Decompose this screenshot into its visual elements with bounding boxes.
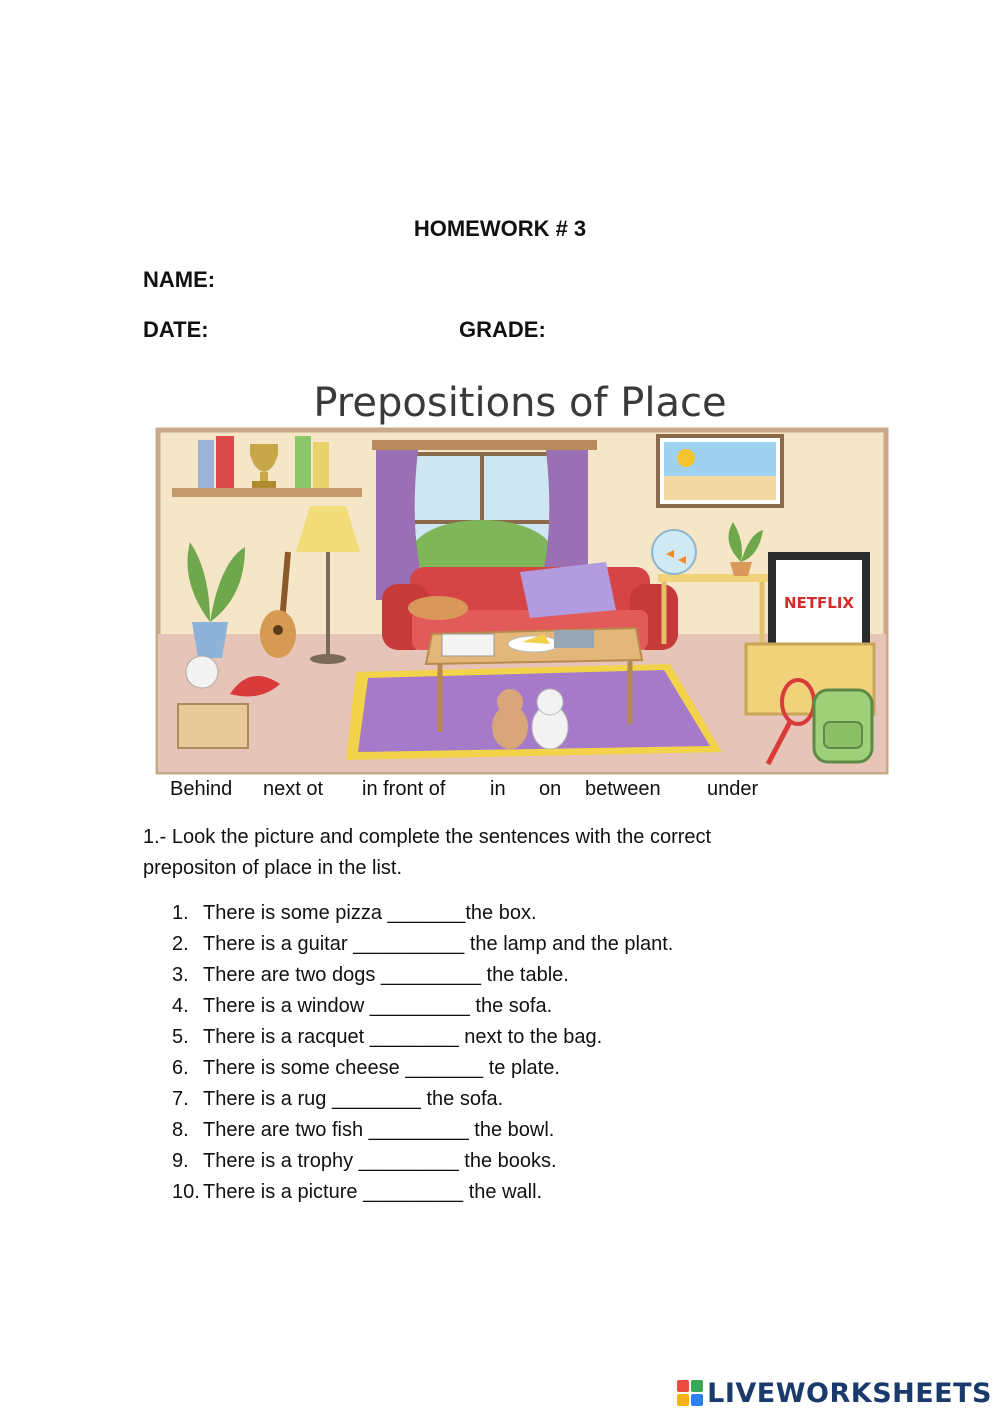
exercise-instructions: 1.- Look the picture and complete the sentences with the correct prepositon of place in the list.: [143, 826, 712, 879]
word-bank-item: in: [490, 778, 506, 800]
prepositions-illustration: [150, 372, 895, 777]
word-bank-item: under: [707, 778, 759, 800]
brand-name: LIVEWORKSHEETS: [707, 1377, 992, 1409]
sentence-number: 3.: [172, 964, 189, 986]
sentence-number: 1.: [172, 902, 189, 924]
word-bank-item: in front of: [362, 778, 446, 800]
word-bank-item: Behind: [170, 778, 233, 800]
sentence-text: There are two fish _________ the bowl.: [203, 1119, 555, 1141]
sentence-text: There is some cheese _______ te plate.: [203, 1057, 560, 1079]
cat-on-sofa: [408, 596, 468, 620]
wall-picture: [658, 436, 782, 506]
tv-brand-text: NETFLIX: [784, 594, 854, 612]
date-label: DATE:: [143, 317, 209, 342]
sentence-number: 4.: [172, 995, 189, 1017]
page-title: HOMEWORK # 3: [413, 216, 587, 241]
sentence-number: 8.: [172, 1119, 189, 1141]
sentence-text: There is a picture _________ the wall.: [203, 1181, 543, 1203]
sentence-text: There is some pizza _______the box.: [203, 902, 537, 924]
grade-label: GRADE:: [459, 317, 546, 342]
sentence-number: 10.: [172, 1181, 200, 1203]
word-bank-item: between: [585, 778, 661, 800]
sentence-number: 2.: [172, 933, 189, 955]
sentence-text: There is a guitar __________ the lamp and the plant.: [203, 933, 674, 955]
word-bank-item: next ot: [263, 778, 324, 800]
sentence-text: There is a racquet ________ next to the bag.: [203, 1026, 603, 1048]
sentence-number: 7.: [172, 1088, 189, 1110]
sentence-number: 5.: [172, 1026, 189, 1048]
liveworksheets-logo-icon: [677, 1380, 703, 1406]
backpack: [814, 690, 872, 762]
sentence-number: 9.: [172, 1150, 189, 1172]
illustration-heading: Prepositions of Place: [313, 380, 727, 426]
sentence-number: 6.: [172, 1057, 189, 1079]
word-bank-item: on: [539, 778, 562, 800]
sentence-text: There is a window _________ the sofa.: [203, 995, 553, 1017]
sentence-text: There is a trophy _________ the books.: [203, 1150, 557, 1172]
name-label: NAME:: [143, 267, 216, 292]
sentence-text: There are two dogs _________ the table.: [203, 964, 569, 986]
laptop: [554, 630, 594, 648]
brand-logo: [677, 1376, 992, 1410]
sentence-text: There is a rug ________ the sofa.: [203, 1088, 504, 1110]
pizza-box: [442, 634, 494, 656]
